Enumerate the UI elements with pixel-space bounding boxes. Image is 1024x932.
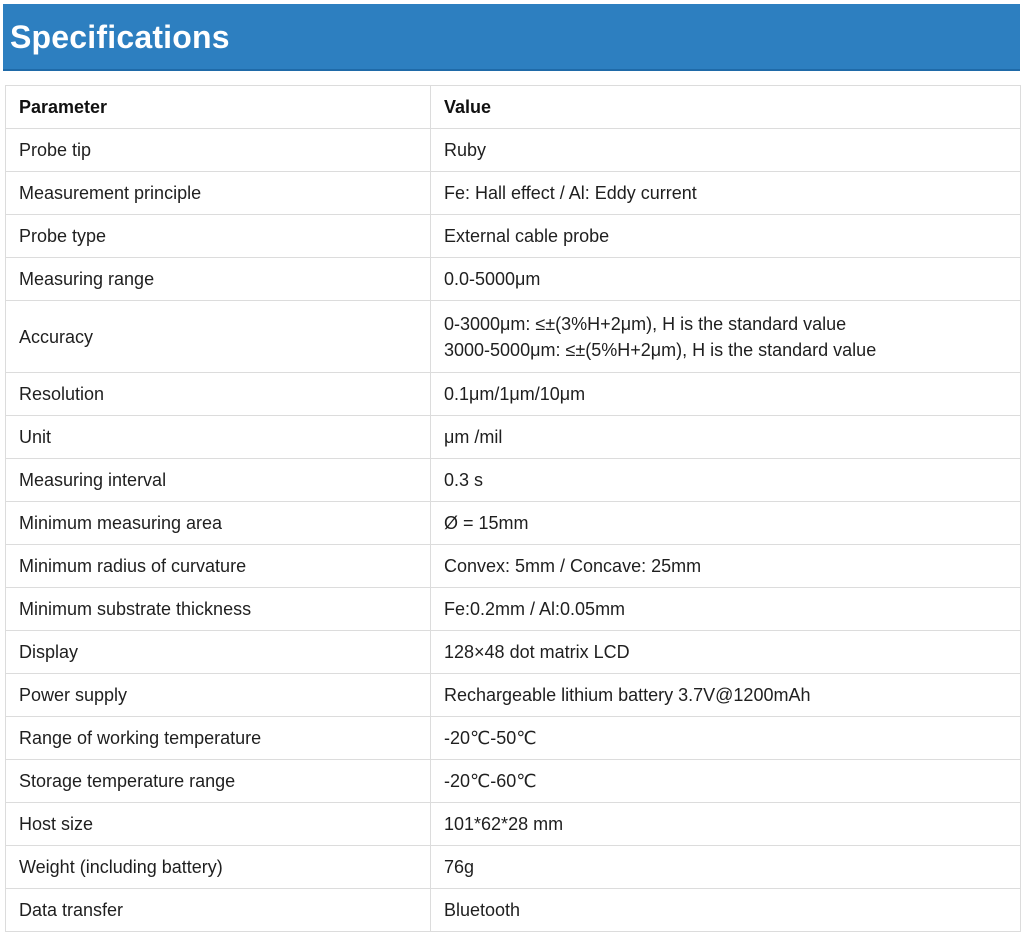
table-row	[6, 631, 1021, 674]
value-cell	[431, 129, 1021, 172]
value-line: Fe:0.2mm / Al:0.05mm	[444, 599, 626, 619]
table-row	[6, 760, 1021, 803]
value-cell	[431, 258, 1021, 301]
parameter-cell: Resolution	[6, 373, 431, 416]
parameter-cell: Display	[6, 631, 431, 674]
parameter-cell: Measuring range	[6, 258, 431, 301]
table-row	[6, 459, 1021, 502]
table-row	[6, 172, 1021, 215]
value-cell	[431, 631, 1021, 674]
value-cell	[431, 416, 1021, 459]
value-line: 0.3 s	[444, 470, 484, 490]
value-line: Ruby	[444, 140, 487, 160]
value-cell	[431, 803, 1021, 846]
page-title: Specifications	[10, 19, 230, 55]
table-row	[6, 258, 1021, 301]
value-cell	[431, 172, 1021, 215]
value-line: 101*62*28 mm	[444, 814, 564, 834]
parameter-cell: Minimum radius of curvature	[6, 545, 431, 588]
table-row	[6, 373, 1021, 416]
value-cell	[431, 459, 1021, 502]
value-cell	[431, 502, 1021, 545]
parameter-cell: Host size	[6, 803, 431, 846]
specifications-table	[5, 85, 1021, 932]
value-cell	[431, 301, 1021, 373]
parameter-cell: Accuracy	[6, 301, 431, 373]
table-row	[6, 846, 1021, 889]
value-line: -20℃-50℃	[444, 728, 537, 748]
table-row	[6, 545, 1021, 588]
table-row	[6, 803, 1021, 846]
parameter-cell: Range of working temperature	[6, 717, 431, 760]
table-header-row	[6, 86, 1021, 129]
value-line: 3000-5000μm: ≤±(5%H+2μm), H is the standard value	[444, 339, 877, 360]
table-row	[6, 717, 1021, 760]
table-row	[6, 129, 1021, 172]
value-cell	[431, 215, 1021, 258]
value-line: Rechargeable lithium battery 3.7V@1200mAh	[444, 685, 811, 705]
parameter-cell: Measuring interval	[6, 459, 431, 502]
value-line: Fe: Hall effect / Al: Eddy current	[444, 183, 697, 203]
table-row	[6, 215, 1021, 258]
table-body	[6, 129, 1021, 932]
value-line: 0-3000μm: ≤±(3%H+2μm), H is the standard value	[444, 313, 847, 334]
parameter-cell: Probe type	[6, 215, 431, 258]
value-cell	[431, 588, 1021, 631]
value-cell	[431, 760, 1021, 803]
parameter-cell: Unit	[6, 416, 431, 459]
value-cell	[431, 846, 1021, 889]
value-line: 76g	[444, 857, 475, 877]
parameter-cell: Data transfer	[6, 889, 431, 932]
column-header-value: Value	[431, 86, 1021, 129]
value-cell	[431, 373, 1021, 416]
column-header-parameter: Parameter	[6, 86, 431, 129]
table-row	[6, 674, 1021, 717]
value-line: 0.0-5000μm	[444, 269, 541, 289]
parameter-cell: Probe tip	[6, 129, 431, 172]
value-cell	[431, 674, 1021, 717]
parameter-cell: Weight (including battery)	[6, 846, 431, 889]
value-line: 0.1μm/1μm/10μm	[444, 384, 586, 404]
parameter-cell: Minimum substrate thickness	[6, 588, 431, 631]
value-line: -20℃-60℃	[444, 771, 537, 791]
value-line: Convex: 5mm / Concave: 25mm	[444, 556, 702, 576]
value-cell	[431, 717, 1021, 760]
parameter-cell: Minimum measuring area	[6, 502, 431, 545]
table-row	[6, 416, 1021, 459]
specifications-header	[3, 4, 1020, 71]
value-line: Bluetooth	[444, 900, 521, 920]
table-row	[6, 588, 1021, 631]
value-line: μm /mil	[444, 427, 503, 447]
value-line: 128×48 dot matrix LCD	[444, 642, 630, 662]
parameter-cell: Power supply	[6, 674, 431, 717]
parameter-cell: Storage temperature range	[6, 760, 431, 803]
value-cell	[431, 889, 1021, 932]
table-row	[6, 301, 1021, 373]
table-row	[6, 889, 1021, 932]
value-cell	[431, 545, 1021, 588]
parameter-cell: Measurement principle	[6, 172, 431, 215]
value-line: Ø = 15mm	[444, 513, 529, 533]
table-row	[6, 502, 1021, 545]
value-line: External cable probe	[444, 226, 610, 246]
